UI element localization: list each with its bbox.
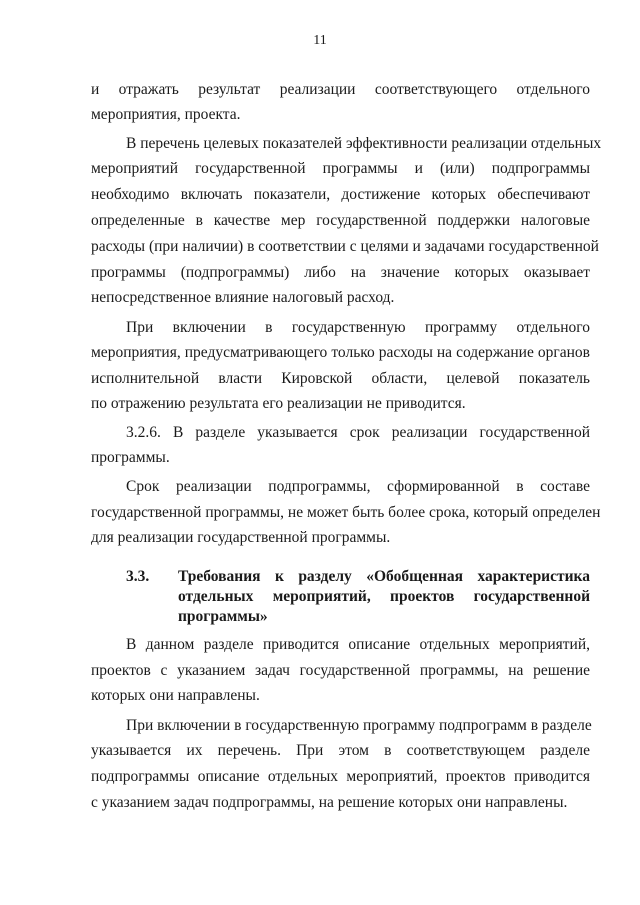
text-line: мероприятий государственной программы и (или) подпрограммы (91, 160, 590, 177)
text-line: с указанием задач подпрограммы, на решение которых они направлены. (91, 794, 568, 811)
text-line: по отражению результата его реализации не приводится. (91, 395, 466, 412)
text-line: мероприятия, проекта. (91, 106, 241, 123)
text-line: расходы (при наличии) в соответствии с целями и задачами государственной (91, 238, 599, 255)
section-number: 3.3. (126, 568, 150, 585)
text-line: программы. (91, 449, 170, 466)
text-line: указывается их перечень. При этом в соответствующем разделе (91, 742, 590, 759)
text-line: которых они направлены. (91, 687, 260, 704)
text-line: и отражать результат реализации соответствующего отдельного (91, 81, 590, 98)
text-line: В перечень целевых показателей эффективности реализации отдельных (126, 135, 602, 152)
text-line: проектов с указанием задач государственной программы, на решение (91, 662, 590, 679)
page-number: 11 (313, 33, 327, 48)
text-line: непосредственное влияние налоговый расход. (91, 289, 395, 306)
text-line: подпрограммы описание отдельных мероприятий, проектов приводится (91, 768, 590, 785)
text-line: необходимо включать показатели, достижение которых обеспечивают (91, 186, 590, 203)
text-line: для реализации государственной программы. (91, 529, 391, 546)
text-line: программы (подпрограммы) либо на значение которых оказывает (91, 264, 590, 281)
text-line: Срок реализации подпрограммы, сформированной в составе (126, 478, 590, 495)
text-line: определенные в качестве мер государственной поддержки налоговые (91, 212, 590, 229)
text-line: В данном разделе приводится описание отдельных мероприятий, (126, 636, 590, 653)
text-line: При включении в государственную программу подпрограмм в разделе (126, 717, 592, 734)
text-line: При включении в государственную программу отдельного (126, 319, 590, 336)
text-line: мероприятия, предусматривающего только расходы на содержание органов (91, 344, 590, 361)
text-line: 3.2.6. В разделе указывается срок реализации государственной (126, 424, 590, 441)
text-line: государственной программы, не может быть более срока, который определен (91, 504, 601, 521)
section-heading-line: Требования к разделу «Обобщенная характеристика (178, 568, 590, 585)
section-heading-line: программы» (178, 608, 268, 625)
section-heading-line: отдельных мероприятий, проектов государственной (178, 588, 590, 605)
text-line: исполнительной власти Кировской области, целевой показатель (91, 370, 590, 387)
